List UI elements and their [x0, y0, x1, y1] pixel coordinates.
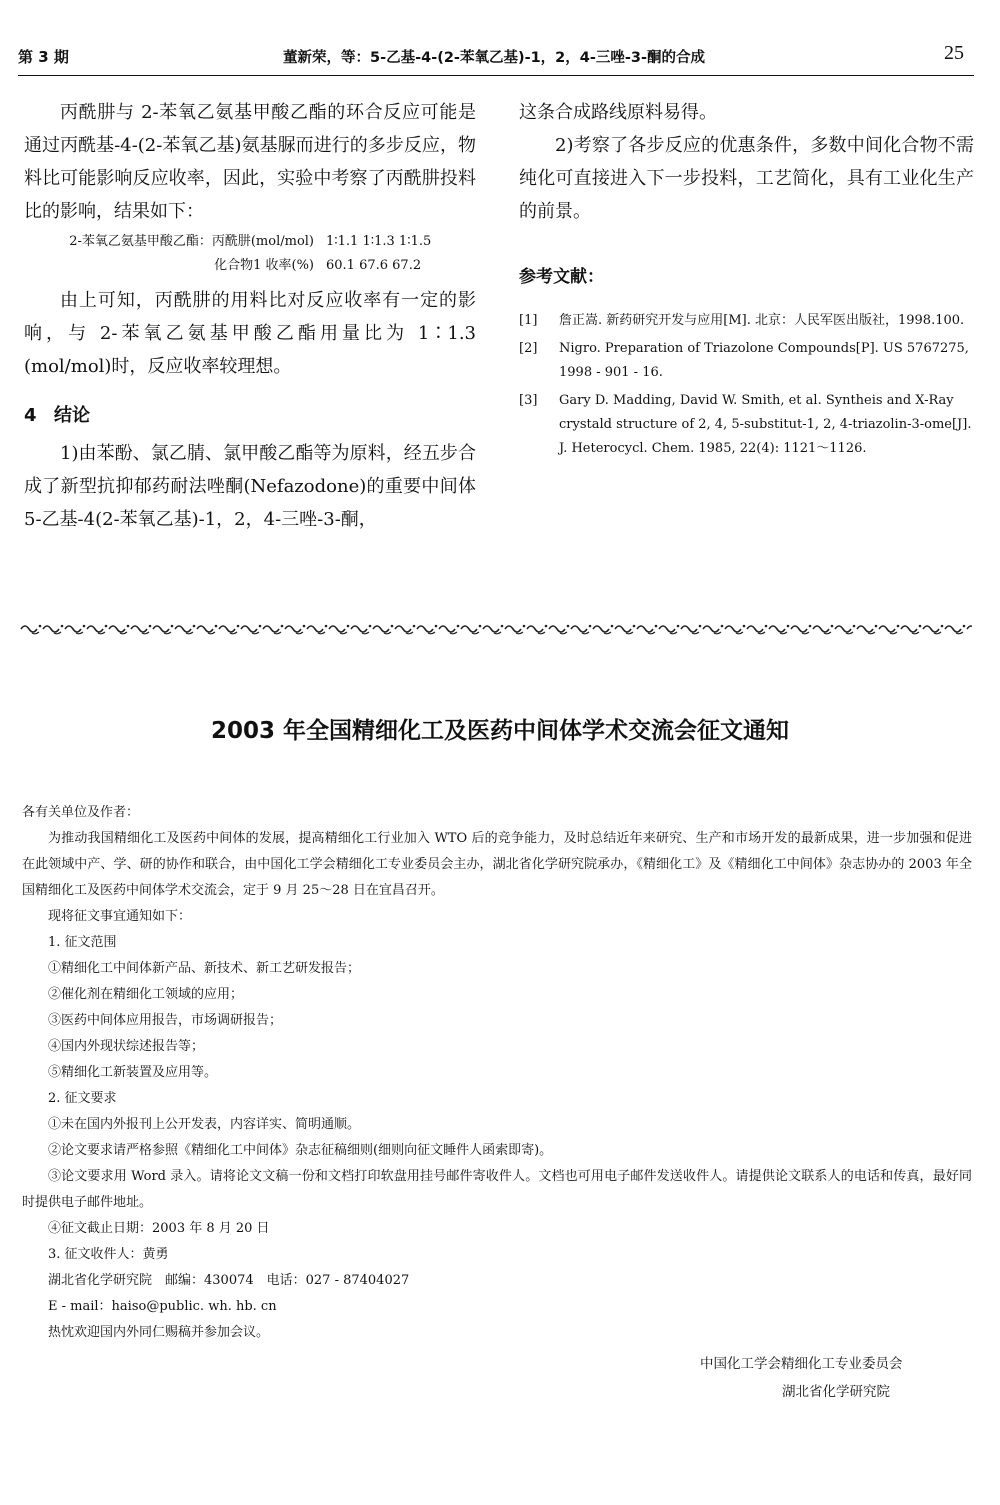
table-row-label: 2-苯氧乙氨基甲酸乙酯：丙酰肼(mol/mol)	[69, 234, 314, 249]
table-row-values: 1∶1.1 1∶1.3 1∶1.5	[326, 234, 432, 249]
salutation: 各有关单位及作者：	[22, 805, 140, 820]
reference-text: Gary D. Madding, David W. Smith, et al. Syntheis and X-Ray crystald structure of 2, 4, 5-substitut-1, 2, 4-triazolin-3-ome[J]. J. Heterocycl. Chem. 1985, 22(4): 1121～1126.	[559, 393, 972, 456]
list-item: ⑤精细化工新装置及应用等。	[48, 1065, 218, 1080]
section-heading: 3. 征文收件人：黄勇	[48, 1247, 169, 1262]
notice-intro: 为推动我国精细化工及医药中间体的发展，提高精细化工行业加入 WTO 后的竞争能力，及时总结近年来研究、生产和市场开发的最新成果，进一步加强和促进在此领域中产、学、研的协作和联合，由中国化工学会精细化工专业委员会主办，湖北省化学研究院承办，《精细化工》及《精细化工中间体》杂志协办的 2003 年全国精细化工及医药中间体学术交流会，定于 9 月 25～28 日在宜昌召开。	[22, 831, 972, 898]
signature-institute: 湖北省化学研究院	[782, 1384, 890, 1400]
list-item: ②催化剂在精细化工领域的应用；	[48, 987, 244, 1002]
references-heading: 参考文献：	[519, 267, 604, 287]
list-item: ②论文要求请严格参照《精细化工中间体》杂志征稿细则(细则向征文睡件人函索即寄)。	[48, 1143, 553, 1158]
paragraph: 丙酰肼与 2-苯氧乙氨基甲酸乙酯的环合反应可能是通过丙酰基-4-(2-苯氧乙基)氨基脲而进行的多步反应，物料比可能影响反应收率，因此，实验中考察了丙酰肼投料比的影响，结果如下：	[24, 102, 476, 222]
reference-item	[519, 309, 974, 333]
table-row-values: 60.1 67.6 67.2	[326, 258, 422, 273]
ratio-yield-table	[24, 230, 476, 278]
left-column	[24, 96, 476, 536]
list-item: ④国内外现状综述报告等；	[48, 1039, 205, 1054]
reference-number: [3]	[519, 393, 538, 408]
section-title: 结论	[54, 405, 90, 426]
notice-body	[22, 800, 972, 1346]
signature-committee: 中国化工学会精细化工专业委员会	[700, 1356, 903, 1372]
section-number: 4	[24, 405, 37, 426]
paragraph: 1)由苯酚、氯乙腈、氯甲酸乙酯等为原料，经五步合成了新型抗抑郁药耐法唑酮(Nefazodone)的重要中间体 5-乙基-4(2-苯氧乙基)-1，2，4-三唑-3-酮，	[24, 443, 476, 530]
list-item: ①精细化工中间体新产品、新技术、新工艺研发报告；	[48, 961, 361, 976]
notice-title: 2003 年全国精细化工及医药中间体学术交流会征文通知	[210, 718, 790, 744]
reference-number: [2]	[519, 341, 538, 356]
running-header	[18, 42, 970, 72]
reference-text: Nigro. Preparation of Triazolone Compounds[P]. US 5767275, 1998 - 901 - 16.	[559, 341, 969, 380]
closing-line: 热忱欢迎国内外同仁赐稿并参加会议。	[48, 1325, 270, 1340]
table-row	[24, 254, 476, 278]
reference-item	[519, 389, 974, 461]
list-item: ③医药中间体应用报告，市场调研报告；	[48, 1013, 283, 1028]
contact-line: 湖北省化学研究院 邮编：430074 电话：027 - 87404027	[48, 1273, 410, 1288]
table-row-label: 化合物1 收率(%)	[214, 258, 314, 273]
reference-list	[519, 309, 974, 461]
paragraph: 这条合成路线原料易得。	[519, 102, 717, 123]
ornamental-divider	[20, 620, 972, 638]
issue-label: 第 3 期	[18, 48, 69, 66]
reference-number: [1]	[519, 313, 538, 328]
paragraph: 2)考察了各步反应的优惠条件，多数中间化合物不需纯化可直接进入下一步投料，工艺简化，具有工业化生产的前景。	[519, 135, 974, 222]
list-item: ①未在国内外报刊上公开发表，内容详实、简明通顺。	[48, 1117, 361, 1132]
list-item: ③论文要求用 Word 录入。请将论文文稿一份和文档打印软盘用挂号邮件寄收件人。文档也可用电子邮件发送收件人。请提供论文联系人的电话和传真，最好同时提供电子邮件地址。	[22, 1169, 972, 1210]
list-item: ④征文截止日期：2003 年 8 月 20 日	[48, 1221, 270, 1236]
table-row	[24, 230, 476, 254]
notice-lead: 现将征文事宜通知如下：	[48, 909, 192, 924]
email-line: E - mail：haiso@public. wh. hb. cn	[48, 1299, 277, 1314]
paragraph: 由上可知，丙酰肼的用料比对反应收率有一定的影响，与 2-苯氧乙氨基甲酸乙酯用量比为 1∶1.3 (mol/mol)时，反应收率较理想。	[24, 290, 476, 377]
running-title: 董新荣，等：5-乙基-4-(2-苯氧乙基)-1，2，4-三唑-3-酮的合成	[282, 50, 706, 66]
section-heading: 1. 征文范围	[48, 935, 117, 950]
section-heading: 2. 征文要求	[48, 1091, 117, 1106]
header-rule	[18, 75, 974, 76]
reference-text: 詹正嵩. 新药研究开发与应用[M]. 北京：人民军医出版社，1998.100.	[559, 313, 965, 328]
page-number: 25	[944, 42, 964, 64]
reference-item	[519, 337, 974, 385]
right-column	[519, 96, 974, 465]
section-heading	[24, 401, 476, 427]
